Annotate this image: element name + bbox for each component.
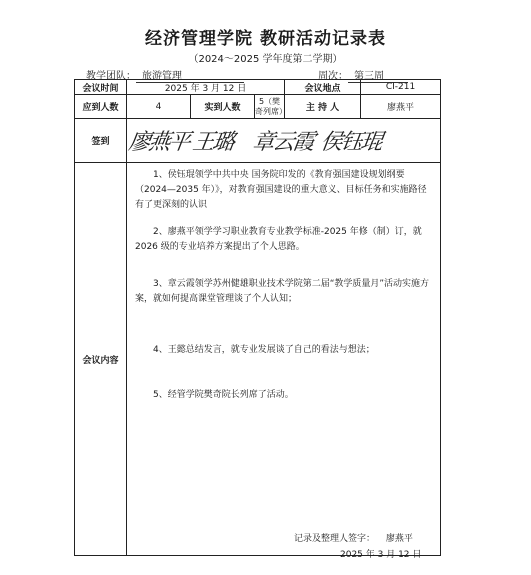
content-row bbox=[75, 163, 441, 556]
recorder-label: 记录及整理人签字： bbox=[294, 534, 376, 544]
content-item-4: 4、王懿总结发言，就专业发展谈了自己的看法与想法； bbox=[153, 345, 375, 355]
content-item-2: 2、廖燕平领学学习职业教育专业教学标准-2025 年修（制）订，就 2026 级的专业培养方案提出了个人思路。 bbox=[135, 227, 422, 252]
content-item-5: 5、经管学院樊奇院长列席了活动。 bbox=[153, 390, 294, 400]
signature-4: 侯钰琨 bbox=[318, 130, 383, 155]
meeting-content bbox=[127, 163, 441, 556]
expected-count-label: 应到人数 bbox=[75, 95, 127, 119]
content-item-1: 1、侯钰琨领学中共中央 国务院印发的《教育强国建设规划纲要（2024—2035 年）》，对教育强国建设的重大意义、目标任务和实施路径有了更深刻的认识 bbox=[135, 170, 427, 210]
semester-subtitle: （2024～2025 学年度第二学期） bbox=[188, 54, 343, 65]
time-row bbox=[75, 80, 441, 95]
host-label: 主 持 人 bbox=[285, 95, 361, 119]
meeting-place-label: 会议地点 bbox=[285, 80, 361, 95]
signature-1: 廖燕平 bbox=[126, 130, 191, 155]
record-table bbox=[74, 79, 441, 556]
team-value: 旅游管理 bbox=[136, 67, 244, 83]
recorder-signature bbox=[294, 531, 413, 544]
week-label: 周次： bbox=[318, 71, 348, 82]
expected-count-value: 4 bbox=[127, 95, 191, 119]
team-label: 教学团队： bbox=[86, 71, 136, 82]
sign-in-label: 签到 bbox=[75, 119, 127, 163]
signature-3: 章云霞 bbox=[250, 130, 315, 155]
signature-2: 王璐 bbox=[190, 130, 235, 155]
meeting-content-label: 会议内容 bbox=[75, 163, 127, 556]
signature-row bbox=[75, 119, 441, 163]
content-item-3: 3、章云霞领学苏州健雄职业技术学院第二届“教学质量月”活动实施方案，就如何提高课堂管理谈了个人认知； bbox=[135, 279, 430, 304]
meeting-place-value: CI-211 bbox=[361, 80, 441, 95]
signature-area bbox=[127, 119, 441, 163]
actual-count-value: 5（樊奇列席） bbox=[255, 95, 285, 119]
record-date: 2025 年 3 月 12 日 bbox=[340, 550, 422, 560]
meeting-time-value: 2025 年 3 月 12 日 bbox=[127, 80, 285, 95]
attendance-row bbox=[75, 95, 441, 119]
actual-count-label: 实到人数 bbox=[191, 95, 255, 119]
host-value: 廖燕平 bbox=[361, 95, 441, 119]
document-title: 经济管理学院 教研活动记录表 bbox=[145, 29, 386, 49]
week-value: 第三周 bbox=[348, 67, 408, 83]
recorder-value: 廖燕平 bbox=[385, 534, 413, 544]
meeting-time-label: 会议时间 bbox=[75, 80, 127, 95]
